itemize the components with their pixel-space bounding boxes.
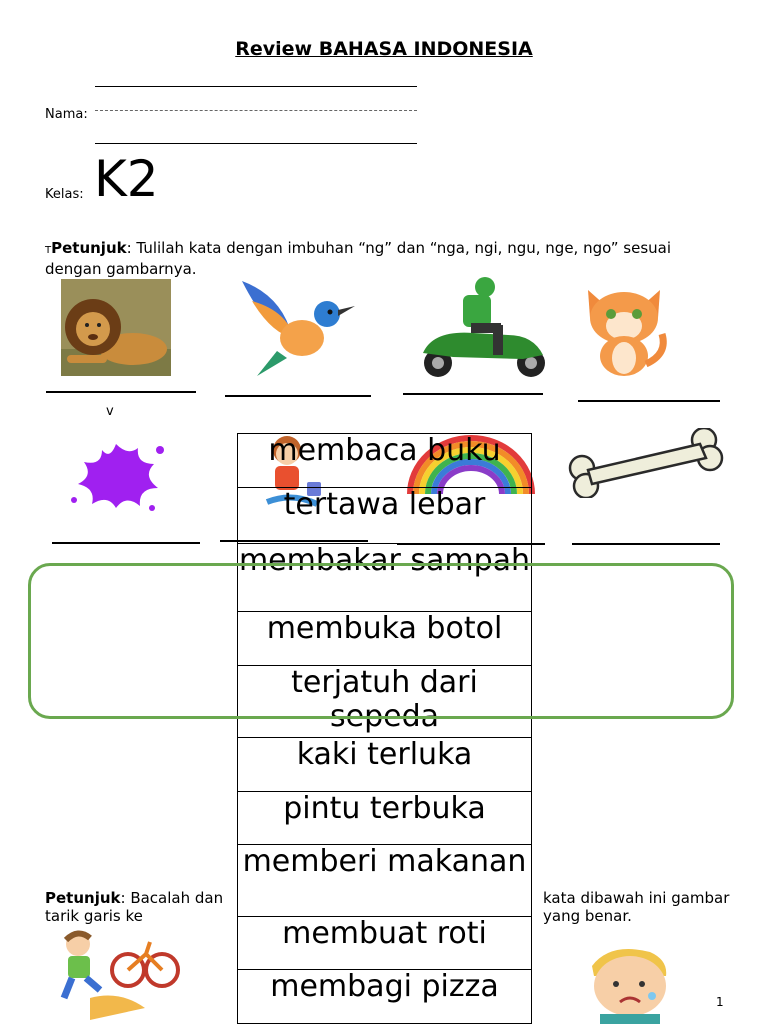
answer-line-motorbike[interactable] (403, 393, 543, 395)
answer-line-cat[interactable] (578, 400, 720, 402)
answer-line-bird[interactable] (225, 395, 371, 397)
instruction-1-prefix: T (45, 245, 52, 256)
phrase-text: membuka botol (266, 611, 503, 646)
instruction-2-right (543, 889, 733, 925)
phrase-text: terjatuh dari sepeda (291, 665, 478, 734)
instruction-2-right-text: kata dibawah ini gambar yang benar. (543, 889, 730, 925)
phrase-text: membakar sampah (238, 543, 531, 578)
phrase-cell[interactable] (238, 434, 531, 488)
instruction-2-left (45, 889, 225, 925)
instruction-1-text: : Tulilah kata dengan imbuhan “ng” dan “nga, ngi, ngu, nge, ngo” sesuai dengan gambarnya. (45, 239, 672, 278)
phrase-text: membaca buku (268, 433, 501, 468)
paint-splat-image (66, 434, 170, 516)
phrase-cell[interactable] (238, 738, 531, 792)
phrase-cell[interactable] (238, 792, 531, 845)
name-line-top (95, 86, 417, 87)
lion-image (61, 279, 171, 376)
instruction-1-bold: Petunjuk (51, 239, 127, 257)
name-dashed-line (95, 110, 417, 111)
boy-fallen-bike-image (50, 928, 210, 1024)
phrase-text: memberi makanan (242, 844, 527, 879)
class-value: K2 (94, 150, 159, 208)
green-highlight-box (28, 563, 734, 719)
name-line-bottom (95, 143, 417, 144)
phrase-text: tertawa lebar (283, 487, 486, 522)
phrase-text: membagi pizza (270, 969, 499, 1004)
name-label: Nama: (45, 107, 88, 122)
phrase-cell[interactable] (238, 917, 531, 970)
answer-line-lion[interactable] (46, 391, 196, 393)
phrase-text: pintu terbuka (283, 791, 486, 826)
phrase-table (237, 433, 532, 1024)
class-label: Kelas: (45, 187, 84, 202)
boy-crying-image (580, 946, 680, 1024)
phrase-text: membuat roti (282, 916, 487, 951)
bird-image (232, 276, 357, 380)
phrase-cell[interactable] (238, 970, 531, 1023)
answer-line-paint[interactable] (52, 542, 200, 544)
phrase-text: kaki terluka (296, 737, 473, 772)
bone-image (564, 428, 724, 498)
motorbike-rider-image (413, 275, 550, 379)
mark-v: v (106, 404, 114, 419)
phrase-cell[interactable] (238, 488, 531, 544)
cat-image (580, 284, 670, 378)
instruction-2-bold: Petunjuk (45, 889, 121, 907)
instruction-1 (45, 239, 705, 279)
answer-line-bone[interactable] (572, 543, 720, 545)
page-number: 1 (716, 995, 724, 1009)
instruction-2-left-text: : Bacalah dan tarik garis ke (45, 889, 224, 925)
page-title: Review BAHASA INDONESIA (235, 38, 533, 60)
phrase-cell[interactable] (238, 845, 531, 917)
